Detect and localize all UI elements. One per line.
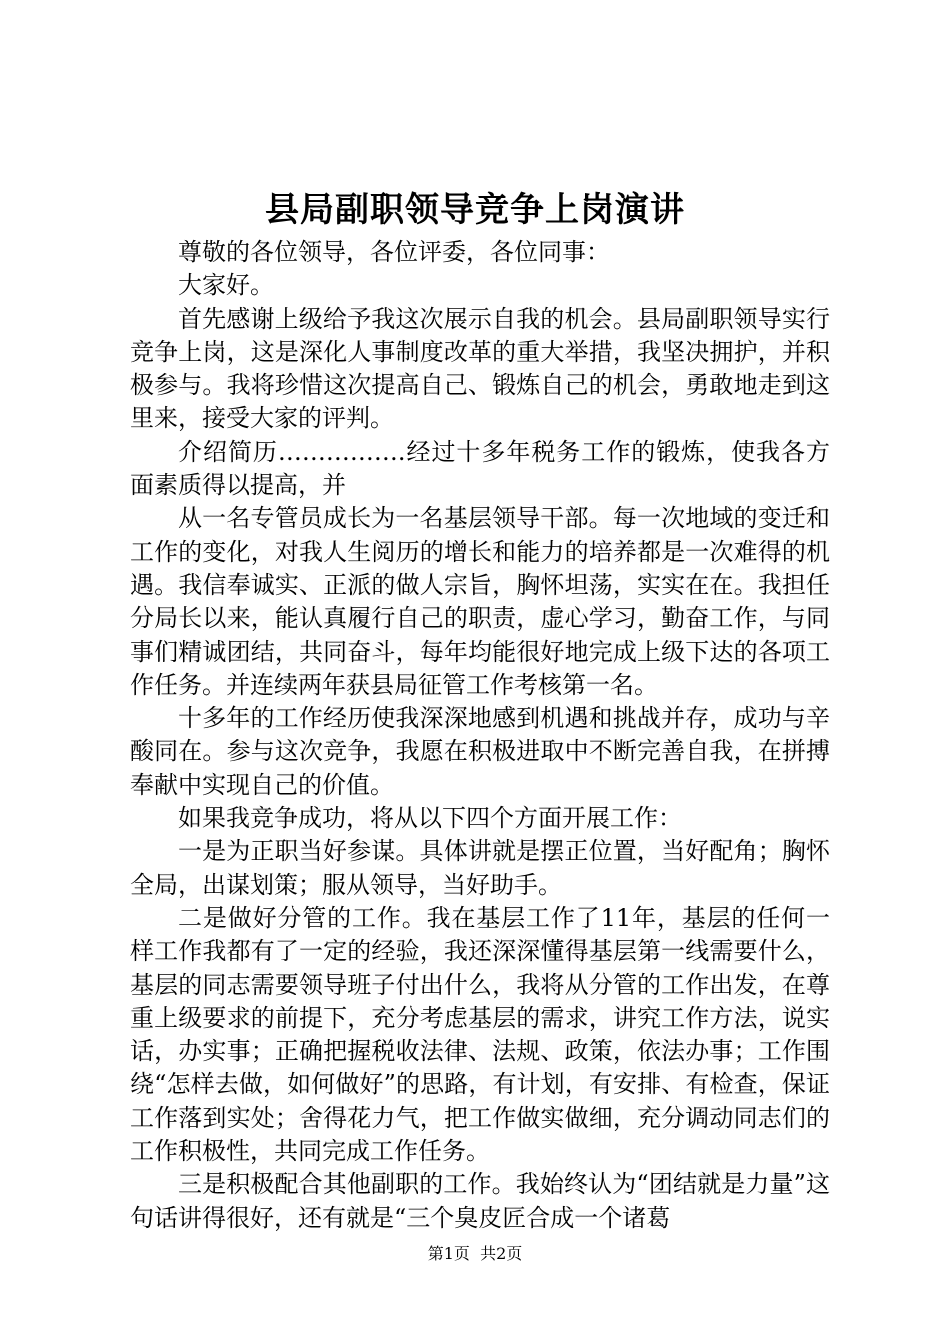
greeting: 大家好。 [178,271,274,300]
paragraph-plan-three: 三是积极配合其他副职的工作。我始终认为“团结就是力量”这句话讲得很好，还有就是“三个臭皮匠合成一个诸葛 [130,1170,830,1232]
salutation: 尊敬的各位领导，各位评委，各位同事： [178,238,610,266]
page-footer [0,1243,950,1265]
paragraph-plan-one: 一是为正职当好参谋。具体讲就是摆正位置，当好配角；胸怀全局，出谋划策；服从领导，当好助手。 [130,837,830,899]
paragraph-career: 从一名专管员成长为一名基层领导干部。每一次地域的变迁和工作的变化，对我人生阅历的增长和能力的培养都是一次难得的机遇。我信奉诚实、正派的做人宗旨，胸怀坦荡，实实在在。我担任分局长以来，能认真履行自己的职责，虚心学习，勤奋工作，与同事们精诚团结，共同奋斗，每年均能很好地完成上级下达的各项工作任务。并连续两年获县局征管工作考核第一名。 [130,504,830,699]
document-title: 县局副职领导竞争上岗演讲 [265,190,685,230]
document-body [130,236,830,1235]
paragraph-resume-intro: 介绍简历…………….经过十多年税务工作的锻炼，使我各方面素质得以提高，并 [130,437,830,500]
page-total: 共2页 [480,1244,523,1263]
paragraph-thanks: 首先感谢上级给予我这次展示自我的机会。县局副职领导实行竞争上岗，这是深化人事制度改革的重大举措，我坚决拥护，并积极参与。我将珍惜这次提高自己、锻炼自己的机会，勇敢地走到这里来，接受大家的评判。 [130,304,830,433]
page-number: 第1页 [427,1244,470,1263]
paragraph-plan-two: 二是做好分管的工作。我在基层工作了11年，基层的任何一样工作我都有了一定的经验，我还深深懂得基层第一线需要什么，基层的同志需要领导班子付出什么，我将从分管的工作出发，在尊重上级要求的前提下，充分考虑基层的需求，讲究工作方法，说实话，办实事；正确把握税收法律、法规、政策，依法办事；工作围绕“怎样去做，如何做好”的思路，有计划，有安排、有检查，保证工作落到实处；舍得花力气，把工作做实做细，充分调动同志们的工作积极性，共同完成工作任务。 [130,903,830,1166]
paragraph-plan-intro: 如果我竞争成功，将从以下四个方面开展工作： [178,804,682,833]
paragraph-experience: 十多年的工作经历使我深深地感到机遇和挑战并存，成功与辛酸同在。参与这次竞争，我愿在积极进取中不断完善自我，在拼搏奉献中实现自己的价值。 [130,704,830,799]
